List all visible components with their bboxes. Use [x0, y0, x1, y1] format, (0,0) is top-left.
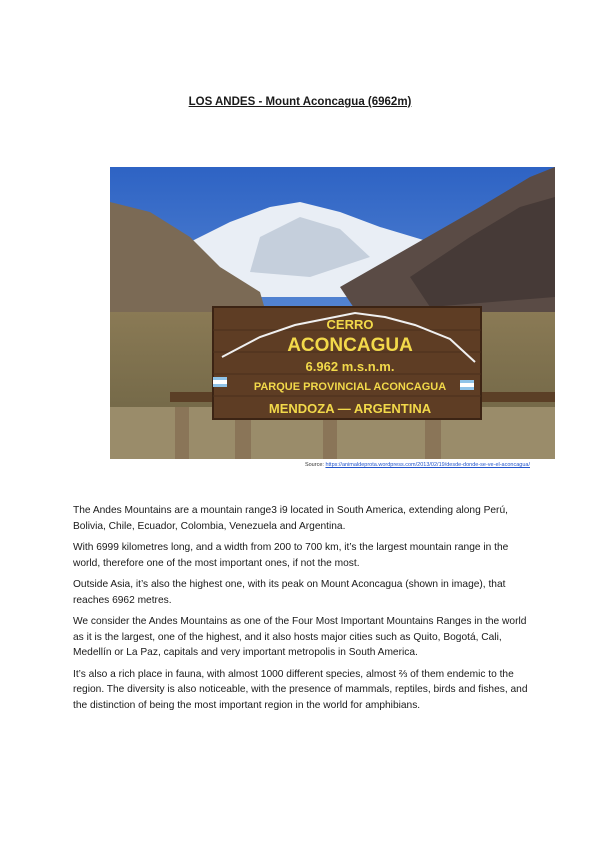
paragraph-2: With 6999 kilometres long, and a width from 200 to 700 km, it’s the largest mountain range in the world, therefore one of the most important ones, if not the most. — [73, 542, 509, 569]
sign-line-5: MENDOZA — ARGENTINA — [268, 401, 432, 416]
aconcagua-photo — [110, 167, 555, 459]
paragraph-4: We consider the Andes Mountains as one of the Four Most Important Mountains Ranges in the world as it is the largest, one of the highest, and it also hosts major cities such as Quito, Bogotá, Cali, Medellín or La Paz, capitals and very important metropolis in South America. — [73, 616, 527, 658]
image-source-caption — [305, 462, 530, 468]
sign-line-2: ACONCAGUA — [287, 335, 413, 356]
sign-line-4: PARQUE PROVINCIAL ACONCAGUA — [253, 381, 447, 393]
document-body — [73, 503, 533, 719]
source-label: Source: — [304, 462, 324, 468]
paragraph-3: Outside Asia, it’s also the highest one, with its peak on Mount Aconcagua (shown in image), that reaches 6962 metres. — [73, 579, 506, 606]
paragraph-1: The Andes Mountains are a mountain range3 i9 located in South America, extending along Perú, Bolivia, Chile, Ecuador, Colombia, Venezuela and Argentina. — [73, 505, 508, 532]
document-title: LOS ANDES - Mount Aconcagua (6962m) — [188, 96, 412, 108]
sign-line-3: 6.962 m.s.n.m. — [305, 359, 395, 374]
sign-line-1: CERRO — [326, 317, 374, 332]
paragraph-5: It’s also a rich place in fauna, with almost 1000 different species, almost ⅔ of them endemic to the region. The diversity is also noticeable, with the presence of mammals, reptiles, birds and fishes, and the distinction of being the most important region in the world for amphibians. — [73, 668, 528, 711]
source-link[interactable]: https://animaldeprota.wordpress.com/2013/02/19/desde-donde-se-ve-el-aconcagua/ — [325, 462, 530, 468]
